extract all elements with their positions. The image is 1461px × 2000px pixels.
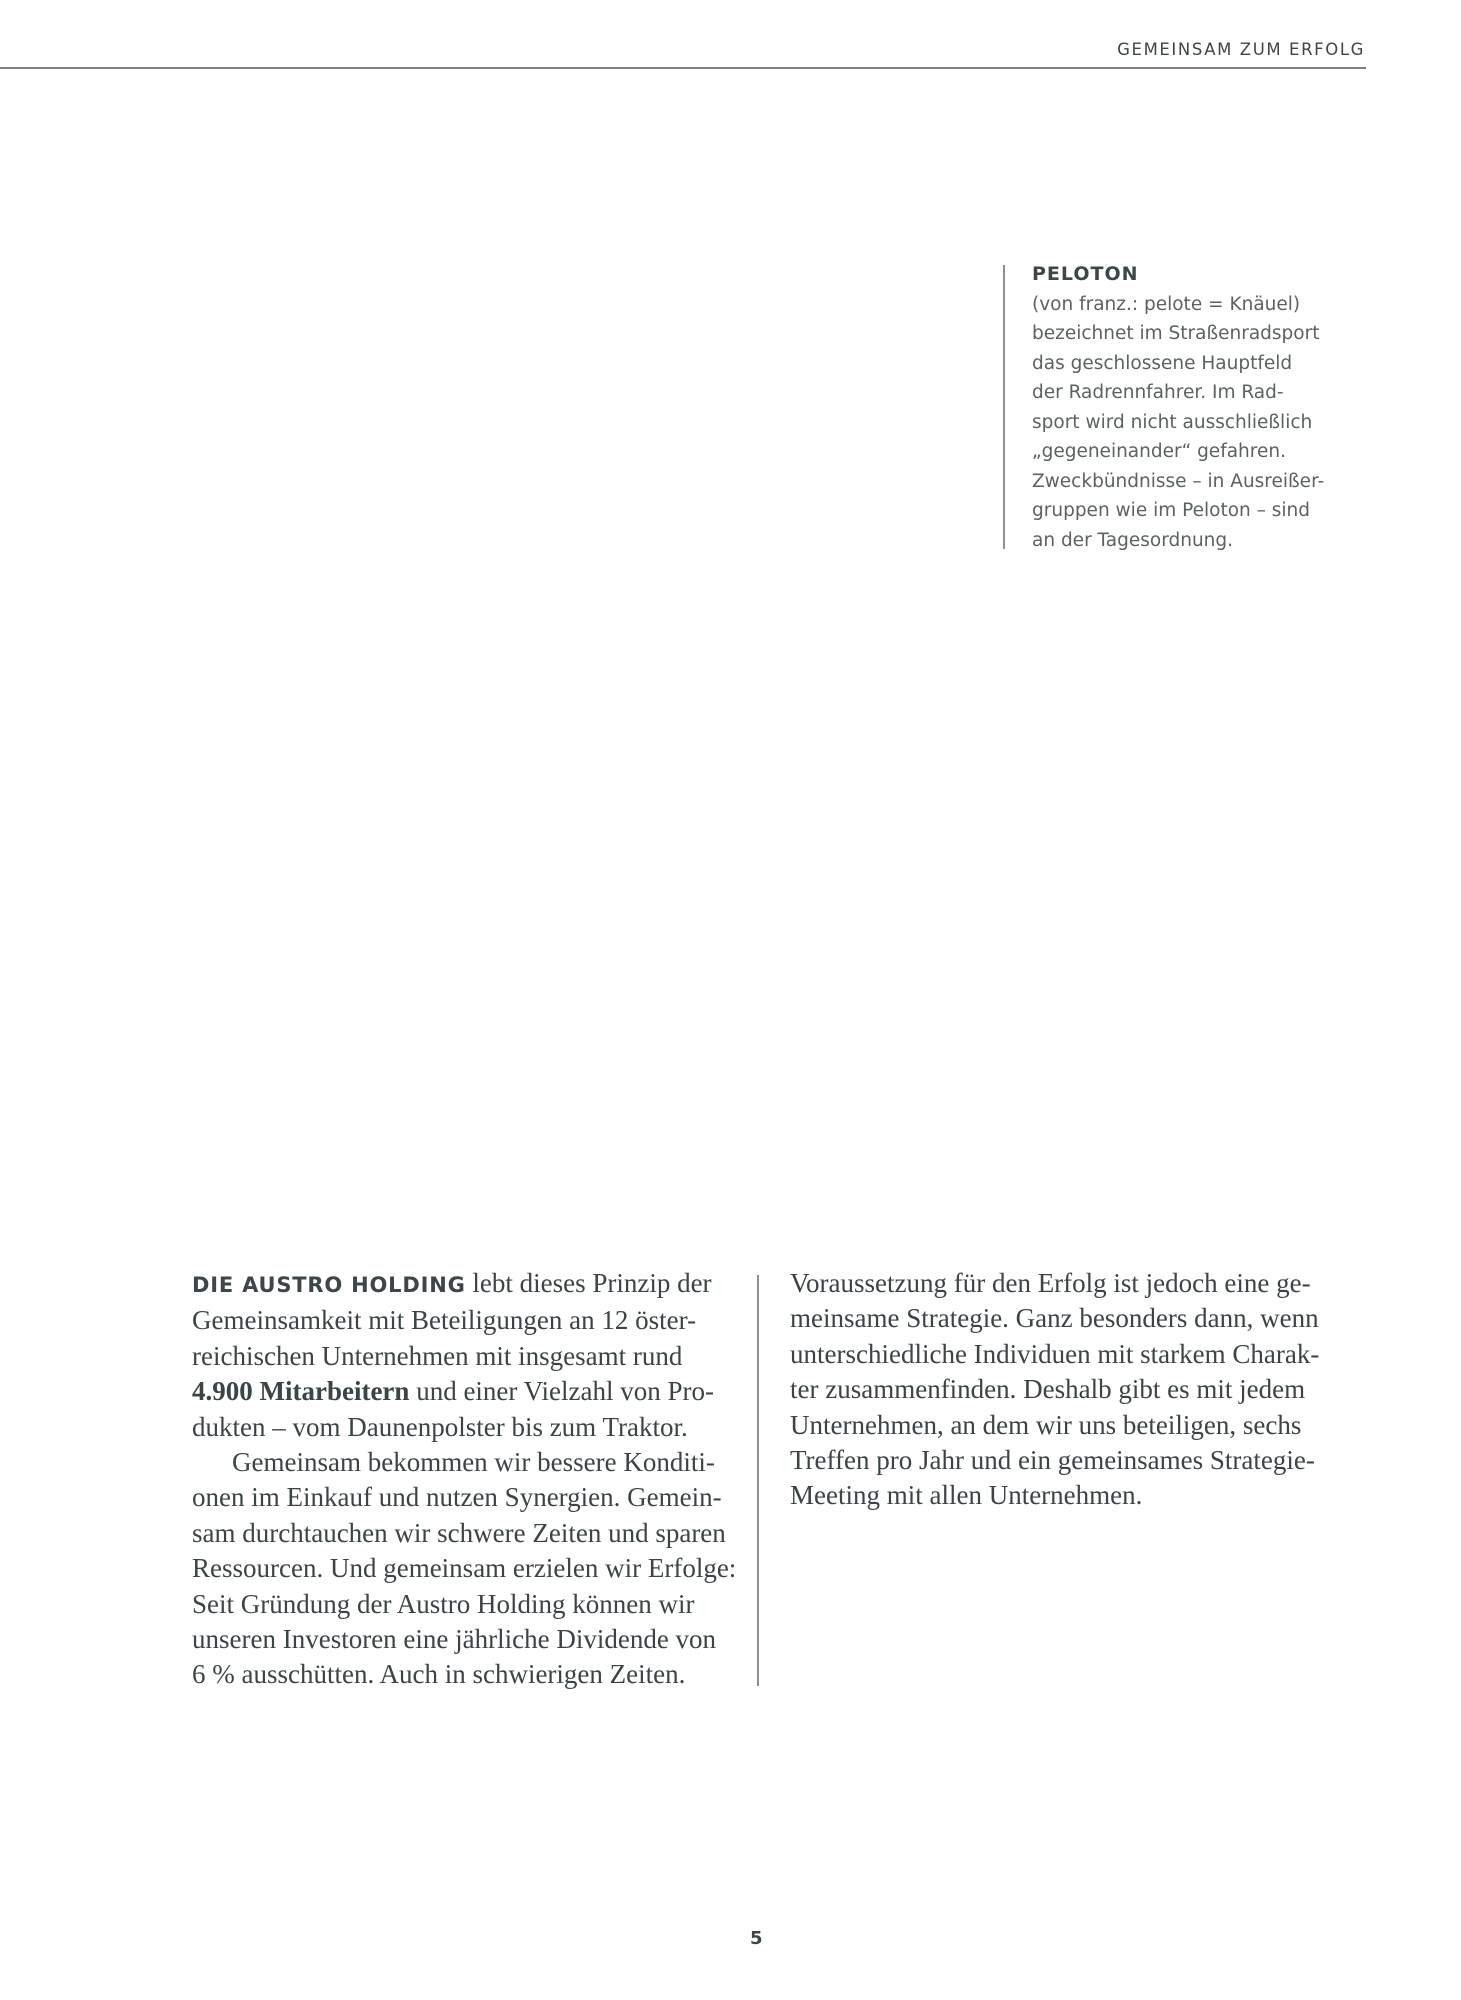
body-text: lebt dieses Prinzip der [465, 1268, 712, 1298]
body-line: Voraussetzung für den Erfolg ist jedoch eine ge- [790, 1268, 1311, 1298]
sidebar-rule [1003, 265, 1005, 549]
sidebar-line: Zweckbündnisse – in Ausreißer- [1032, 470, 1325, 492]
body-line: Seit Gründung der Austro Holding können wir [192, 1588, 695, 1619]
body-line: Unternehmen, an dem wir uns beteiligen, sechs [790, 1409, 1302, 1440]
body-line [192, 1266, 732, 1303]
sidebar-line: (von franz.: pelote = Knäuel) [1032, 293, 1301, 315]
sidebar-line: an der Tagesordnung. [1032, 529, 1234, 551]
body-line: 6 % ausschütten. Auch in schwierigen Zeiten. [192, 1659, 686, 1690]
emphasis: 4.900 Mitarbeitern [192, 1376, 410, 1407]
sidebar-line: der Radrennfahrer. Im Rad- [1032, 382, 1284, 403]
lead-in: DIE AUSTRO HOLDING [192, 1273, 466, 1297]
body-line [192, 1374, 732, 1409]
body-line: reichischen Unternehmen mit insgesamt rund [192, 1340, 683, 1371]
body-line: sam durchtauchen wir schwere Zeiten und sparen [192, 1517, 726, 1548]
body-line: onen im Einkauf und nutzen Synergien. Gemein- [192, 1482, 722, 1513]
sidebar-line: „gegeneinander“ gefahren. [1032, 441, 1286, 462]
sidebar-line: sport wird nicht ausschließlich [1032, 411, 1313, 433]
body-line: meinsame Strategie. Ganz besonders dann, wenn [790, 1303, 1319, 1334]
running-title: GEMEINSAM ZUM ERFOLG [1117, 40, 1365, 59]
column-divider [757, 1275, 759, 1686]
body-line: ter zusammenfinden. Deshalb gibt es mit jedem [790, 1374, 1306, 1405]
sidebar-line: das geschlossene Hauptfeld [1032, 352, 1293, 374]
body-line: unterschiedliche Individuen mit starkem Charak- [790, 1338, 1320, 1369]
body-text: und einer Vielzahl von Pro- [409, 1376, 714, 1407]
body-line: unseren Investoren eine jährliche Dividende von [192, 1624, 717, 1655]
body-right-column [790, 1266, 1330, 1514]
sidebar-line: bezeichnet im Straßenradsport [1032, 323, 1320, 344]
body-line: dukten – vom Daunenpolster bis zum Traktor. [192, 1411, 688, 1442]
body-line: Ressourcen. Und gemeinsam erzielen wir Erfolge: [192, 1553, 737, 1584]
body-line: Gemeinsamkeit mit Beteiligungen an 12 öster- [192, 1305, 697, 1336]
body-line: Gemeinsam bekommen wir bessere Konditi- [232, 1447, 715, 1478]
body-left-column [192, 1266, 737, 1693]
page-number: 5 [750, 1928, 763, 1949]
sidebar-line: gruppen wie im Peloton – sind [1032, 500, 1311, 521]
body-line: Treffen pro Jahr und ein gemeinsames Strategie- [790, 1445, 1315, 1476]
body-line: Meeting mit allen Unternehmen. [790, 1480, 1143, 1511]
definition-sidebar [1032, 260, 1352, 555]
header-rule [0, 67, 1366, 69]
sidebar-title: PELOTON [1032, 263, 1139, 285]
